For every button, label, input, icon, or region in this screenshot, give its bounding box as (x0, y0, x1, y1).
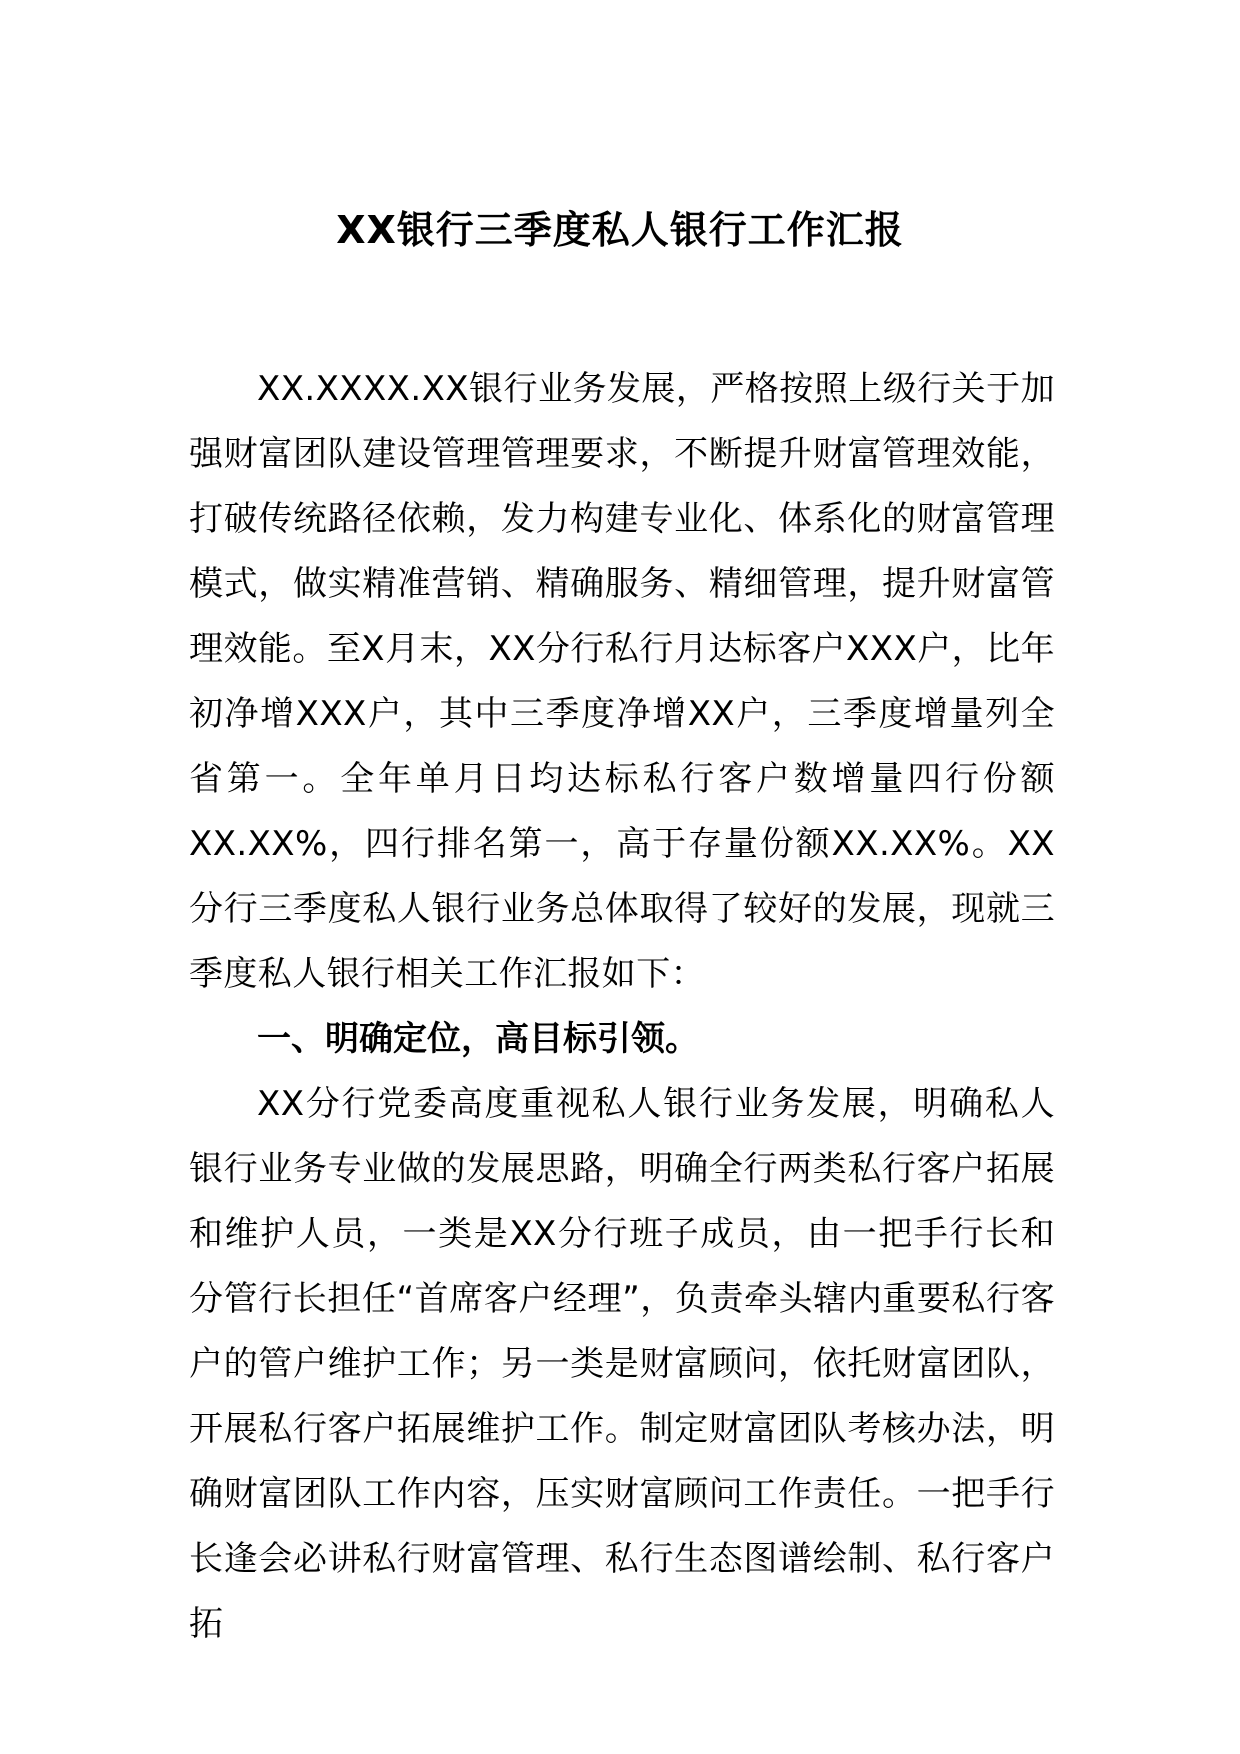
section-heading-1: 一、明确定位，高目标引领。 (257, 1019, 699, 1059)
body-paragraph-intro: XX.XXXX.XX银行业务发展，严格按照上级行关于加强财富团队建设管理管理要求，不断提升财富管理效能，打破传统路径依赖，发力构建专业化、体系化的财富管理模式，做实精准营销、精确服务、精细管理，提升财富管理效能。至X月末，XX分行私行月达标客户XXX户，比年初净增XXX户，其中三季度净增XX户，三季度增量列全省第一。全年单月日均达标私行客户数增量四行份额XX.XX%，四行排名第一，高于存量份额XX.XX%。XX分行三季度私人银行业务总体取得了较好的发展，现就三季度私人银行相关工作汇报如下： (189, 369, 1055, 994)
document-title: XX银行三季度私人银行工作汇报 (336, 208, 904, 252)
body-paragraph-section-1: XX分行党委高度重视私人银行业务发展，明确私人银行业务专业做的发展思路，明确全行两类私行客户拓展和维护人员，一类是XX分行班子成员，由一把手行长和分管行长担任“首席客户经理”，负责牵头辖内重要私行客户的管户维护工作；另一类是财富顾问，依托财富团队，开展私行客户拓展维护工作。制定财富团队考核办法，明确财富团队工作内容，压实财富顾问工作责任。一把手行长逢会必讲私行财富管理、私行生态图谱绘制、私行客户拓 (189, 1084, 1055, 1644)
